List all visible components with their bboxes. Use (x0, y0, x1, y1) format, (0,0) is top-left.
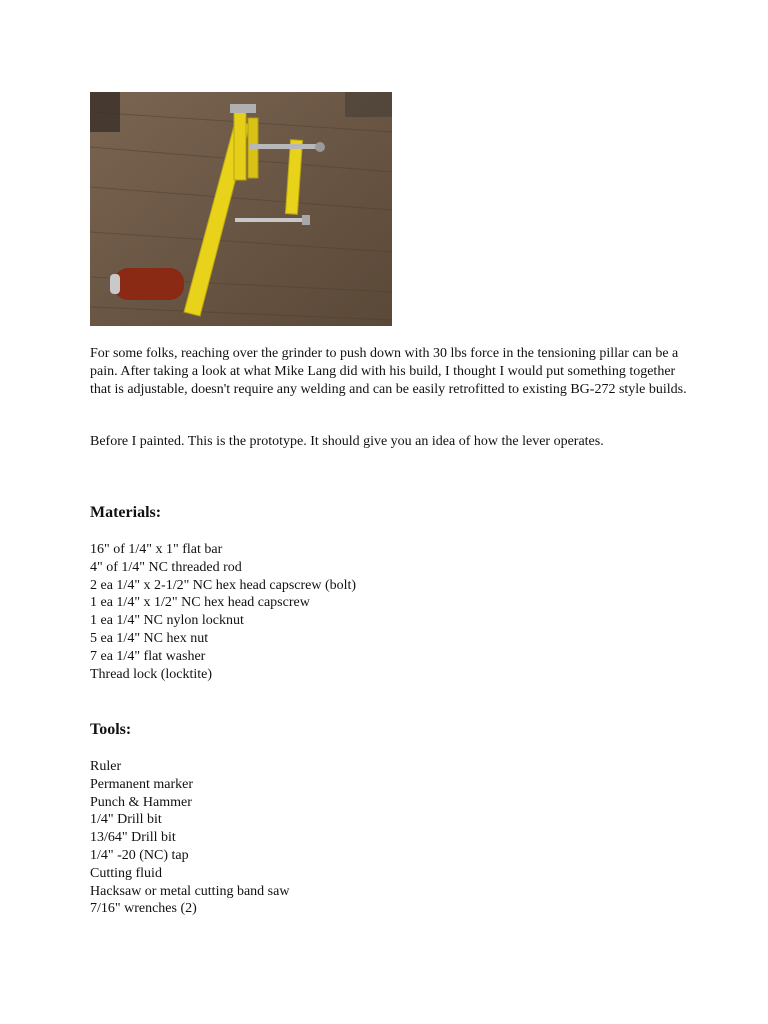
list-item: Punch & Hammer (90, 794, 192, 810)
photo-caption: Before I painted. This is the prototype. It should give you an idea of how the lever operates. (90, 434, 604, 449)
tools-heading: Tools: (90, 721, 132, 738)
materials-list (90, 541, 356, 683)
list-item: 1/4" Drill bit (90, 812, 162, 828)
materials-heading: Materials: (90, 504, 162, 521)
list-item: Thread lock (locktite) (90, 666, 213, 682)
list-item: 1 ea 1/4" NC nylon locknut (90, 613, 244, 629)
list-item: 7/16" wrenches (2) (90, 901, 197, 917)
list-item: 1 ea 1/4" x 1/2" NC hex head capscrew (90, 595, 310, 611)
list-item: Cutting fluid (90, 865, 162, 881)
list-item: 7 ea 1/4" flat washer (90, 648, 206, 664)
list-item: 4" of 1/4" NC threaded rod (90, 559, 242, 575)
lever-prototype-photo (90, 92, 392, 326)
list-item: 1/4" -20 (NC) tap (90, 847, 189, 863)
tools-list (90, 758, 289, 918)
list-item: 2 ea 1/4" x 2-1/2" NC hex head capscrew (bolt) (90, 577, 357, 593)
list-item: 16" of 1/4" x 1" flat bar (90, 542, 223, 557)
list-item: Hacksaw or metal cutting band saw (90, 883, 290, 899)
intro-paragraph: For some folks, reaching over the grinder to push down with 30 lbs force in the tensioning pillar can be a pain. After taking a look at what Mike Lang did with his build, I thought I would put something together that is adjustable, doesn't require any welding and can be easily retrofitted to existing BG-272 style builds. (90, 346, 687, 397)
list-item: Ruler (90, 759, 122, 774)
list-item: 5 ea 1/4" NC hex nut (90, 630, 209, 646)
list-item: Permanent marker (90, 776, 194, 792)
list-item: 13/64" Drill bit (90, 830, 176, 846)
